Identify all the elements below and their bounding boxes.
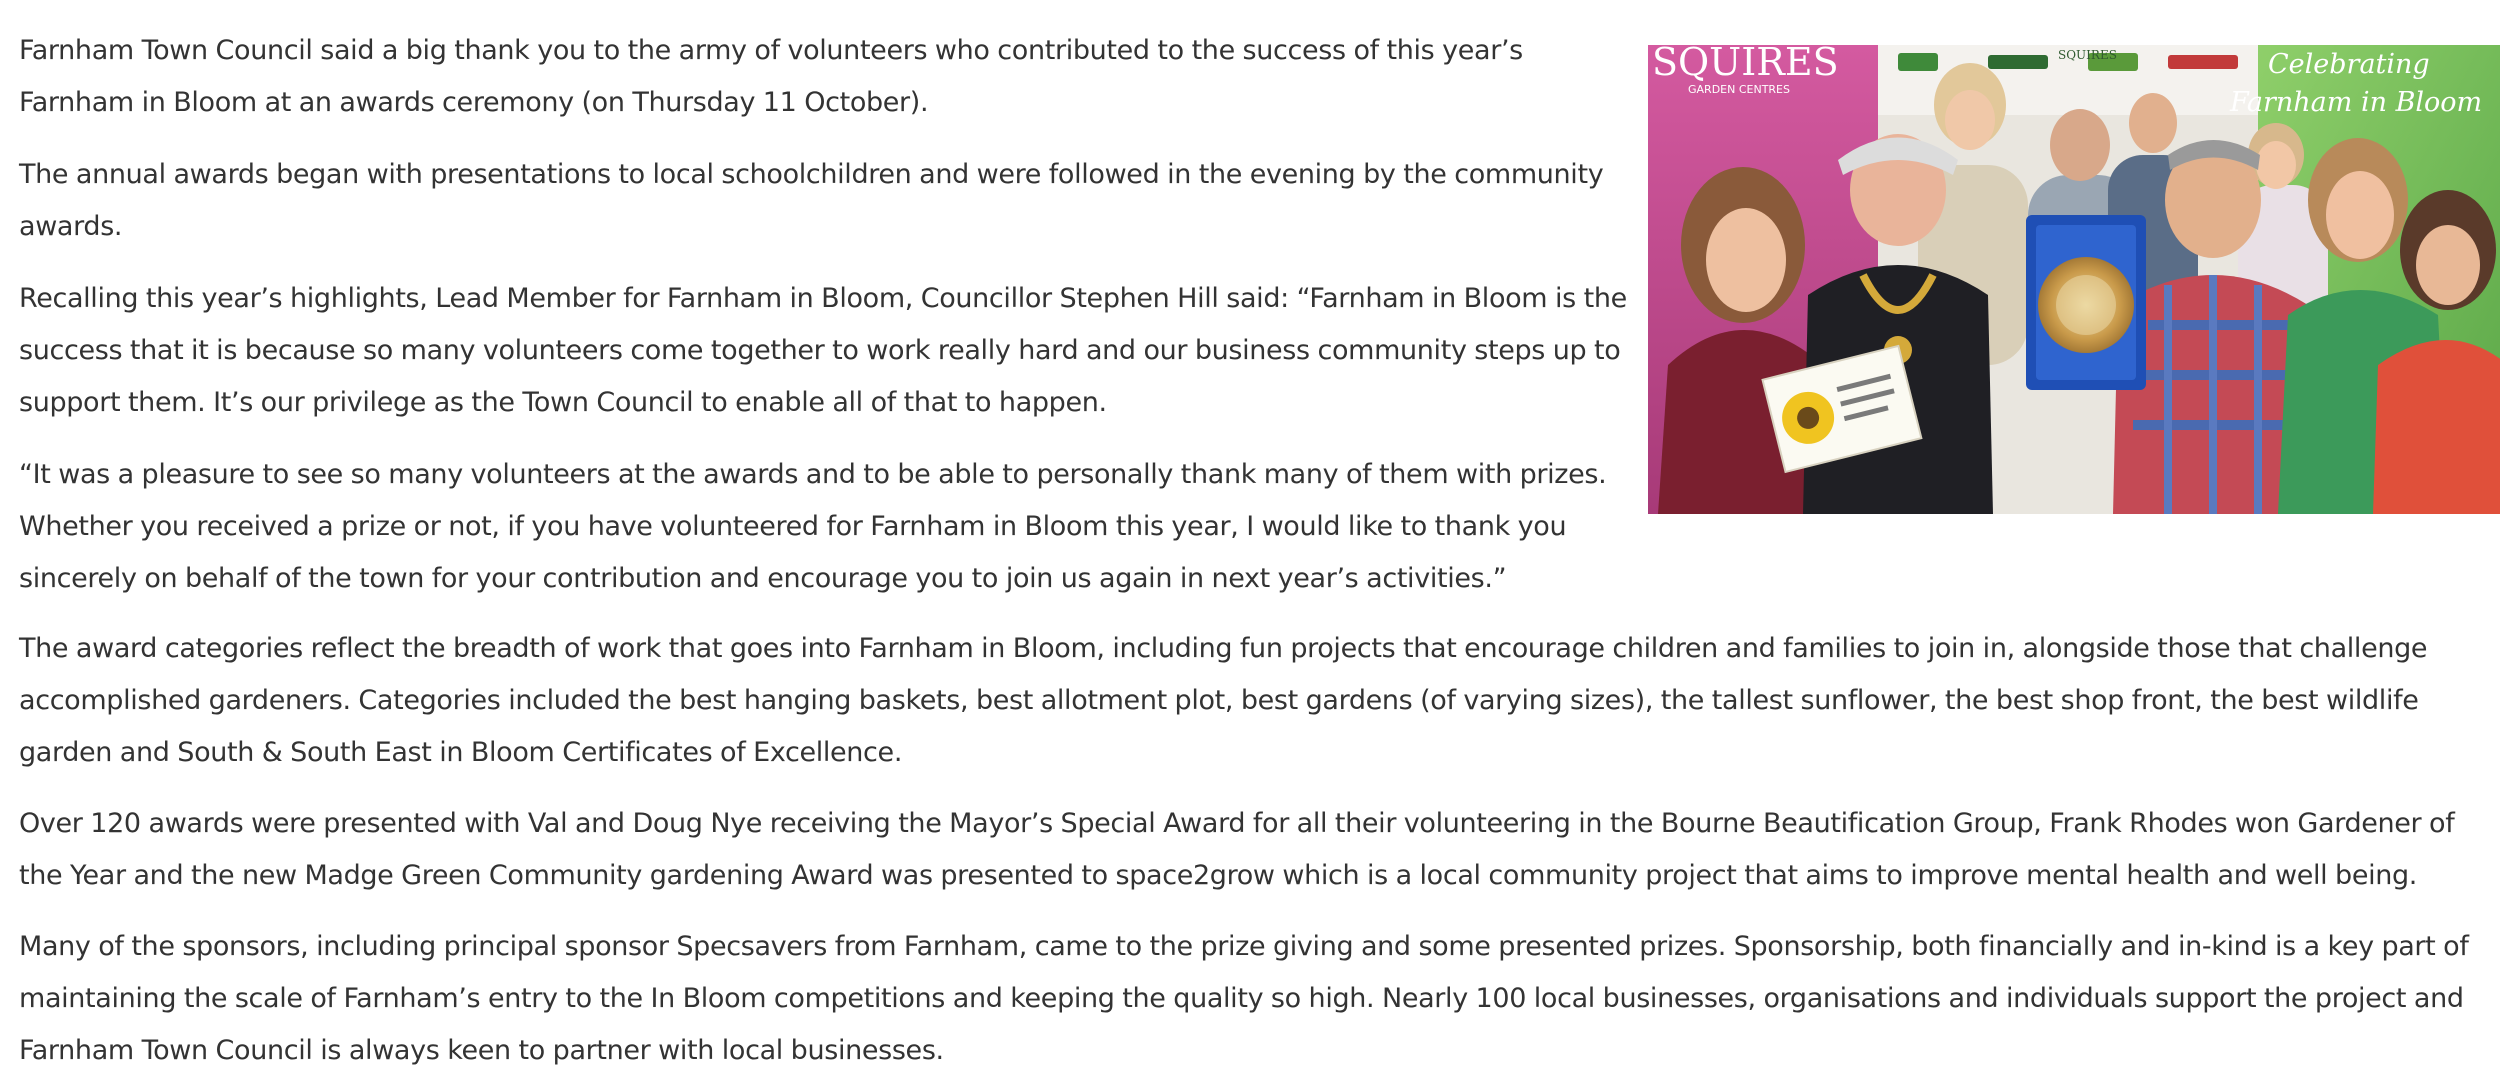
plaque-in-box [2026, 215, 2146, 390]
sponsor-logo [2168, 55, 2238, 69]
paragraph-councillor-quote: Recalling this year’s highlights, Lead Member for Farnham in Bloom, Councillor Stephen Hill said: “Farnham in Bloom is the success that it is because so many volunteers come together to work really hard and our business community steps up to support them. It’s our privilege as the Town Council to enable all of that to happen. [19, 283, 1627, 418]
sponsor-logo [1988, 55, 2048, 69]
banner-celebrating: Celebrating [2268, 49, 2430, 80]
sign-squires: SQUIRES [1652, 45, 1839, 84]
paragraph-award-categories: The award categories reflect the breadth of work that goes into Farnham in Bloom, including fun projects that encourage children and families to join in, alongside those that challenge accomplished gardeners. Categories included the best hanging baskets, best allotment plot, best gardens (of varying sizes), the tallest sunflower, the best shop front, the best wildlife garden and South & South East in Bloom Certificates of Excellence. [19, 633, 2428, 768]
paragraph-awards-presented: Over 120 awards were presented with Val and Doug Nye receiving the Mayor’s Special Award for all their volunteering in the Bourne Beautification Group, Frank Rhodes won Gardener of the Year and the new Madge Green Community gardening Award was presented to space2grow which is a local community project that aims to improve mental health and well being. [19, 808, 2455, 891]
sign-squires-small: SQUIRES [2058, 48, 2117, 62]
photo-illustration [1648, 45, 2500, 514]
sponsor-logo [1898, 53, 1938, 71]
paragraph-sponsors: Many of the sponsors, including principal sponsor Specsavers from Farnham, came to the prize giving and some presented prizes. Sponsorship, both financially and in-kind is a key part of maintaining the scale of Farnham’s entry to the In Bloom competitions and keeping the quality so high. Nearly 100 local businesses, organisations and individuals support the project and Farnham Town Council is always keen to partner with local businesses. [19, 931, 2469, 1066]
paragraph-intro: Farnham Town Council said a big thank you to the army of volunteers who contributed to the success of this year’s Farnham in Bloom at an awards ceremony (on Thursday 11 October). [19, 35, 1523, 118]
banner-farnham-in-bloom: Farnham in Bloom [2230, 87, 2483, 118]
awards-ceremony-photo [1648, 45, 2500, 514]
paragraph-quote-continued: “It was a pleasure to see so many volunteers at the awards and to be able to personally thank many of them with prizes. Whether you received a prize or not, if you have volunteered for Farnham in Bloom this year, I would like to thank you sincerely on behalf of the town for your contribution and encourage you to join us again in next year’s activities.” [19, 459, 1607, 594]
paragraph-annual-awards: The annual awards began with presentations to local schoolchildren and were followed in the evening by the community awards. [19, 159, 1604, 242]
sign-garden-centres: GARDEN CENTRES [1688, 83, 1790, 96]
